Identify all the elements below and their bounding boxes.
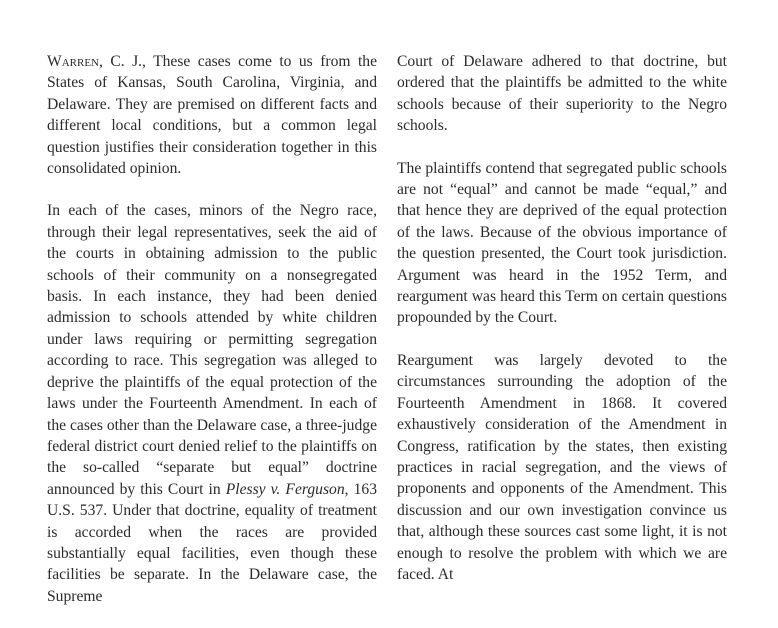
- case-citation: Plessy v. Ferguson: [225, 480, 345, 498]
- left-column: [47, 51, 377, 607]
- reargument-paragraph: Reargument was largely devoted to the circumstances surrounding the adoption of the Fourteenth Amendment in 1868. It covered exhaustively consideration of the Amendment in Congress, ratification by the states, then existing practices in racial segregation, and the views of proponents and opponents of the Amendment. This discussion and our own investigation convince us that, although these sources cast some light, it is not enough to resolve the problem with which we are faced. At: [397, 351, 727, 583]
- facts-text-a: In each of the cases, minors of the Negro race, through their legal representatives, seek the aid of the courts in obtaining admission to the public schools of their community on a nonsegregated basis. In each instance, they had been denied admission to schools attended by white children under laws requiring or permitting segregation according to race. This segregation was alleged to deprive the plaintiffs of the equal protection of the laws under the Fourteenth Amendment. In each of the cases other than the Delaware case, a three-judge federal district court denied relief to the plaintiffs on the so-called “separate but equal” doctrine announced by this Court in: [47, 202, 377, 498]
- contention-paragraph: The plaintiffs contend that segregated public schools are not “equal” and cannot be made “equal,” and that hence they are deprived of the equal protection of the laws. Because of the obvious importance of the question presented, the Court took jurisdiction. Argument was heard in the 1952 Term, and reargument was heard this Term on certain questions propounded by the Court.: [397, 159, 727, 327]
- facts-paragraph: [47, 200, 377, 607]
- justice-name: Warren, C. J.: [47, 53, 143, 70]
- intro-text: , These cases come to us from the States of Kansas, South Carolina, Virginia, and Delaware. They are premised on different facts and different local conditions, but a common legal question justifies their consideration together in this consolidated opinion.: [47, 53, 377, 178]
- opinion-intro-paragraph: [47, 51, 377, 179]
- right-column: [397, 51, 727, 585]
- facts-text-b: , 163 U.S. 537. Under that doctrine, equality of treatment is accorded when the races are provided substantially equal facilities, even though these facilities be separate. In the Delaware case, the Supreme: [47, 480, 377, 605]
- delaware-paragraph-continued: Court of Delaware adhered to that doctrine, but ordered that the plaintiffs be admitted to the white schools because of their superiority to the Negro schools.: [397, 53, 727, 135]
